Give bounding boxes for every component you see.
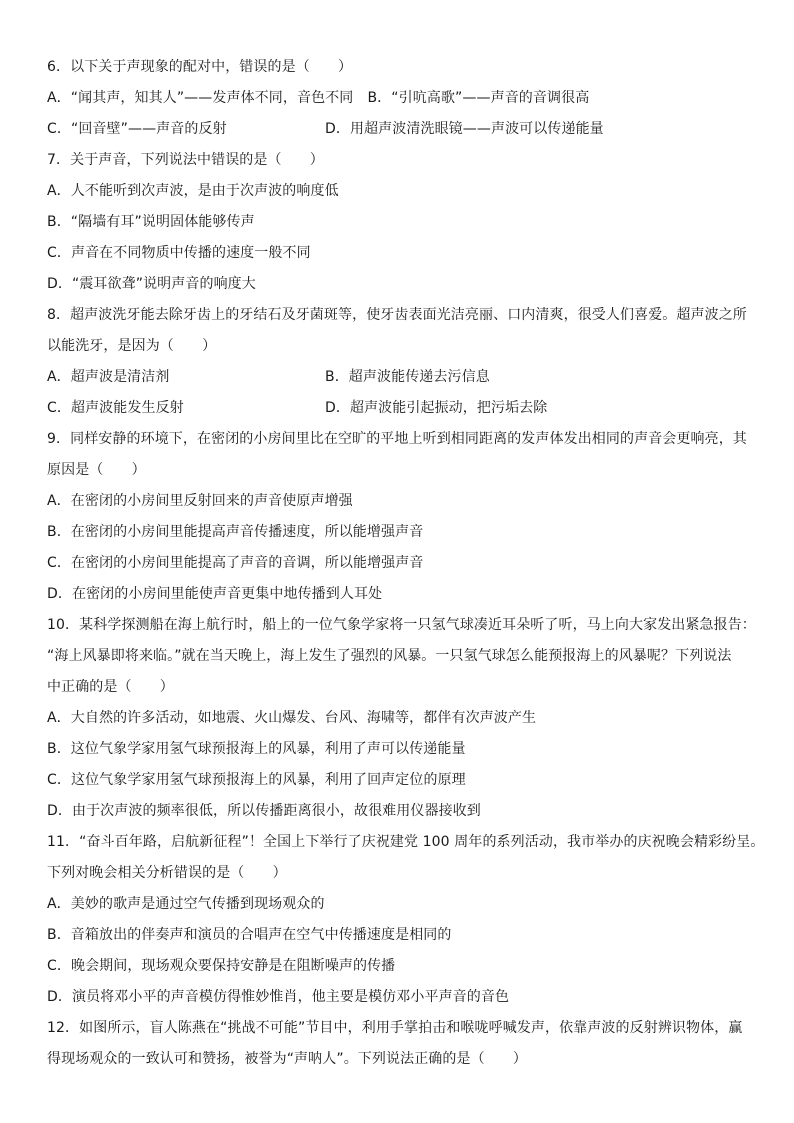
q11-stem-line2: 下列对晚会相关分析错误的是（ ） [47,865,287,881]
q8-stem-line2: 以能洗牙，是因为（ ） [47,338,217,354]
q9-option-c: C．在密闭的小房间里能提高了声音的音调，所以能增强声音 [47,555,424,571]
q10-stem-line1: 10．某科学探测船在海上航行时，船上的一位气象学家将一只氢气球凑近耳朵听了听，马上向大家发出紧急报告： [47,617,756,633]
q6-stem: 6．以下关于声现象的配对中，错误的是（ ） [47,59,353,75]
q7-option-a: A．人不能听到次声波，是由于次声波的响度低 [47,183,339,199]
q8-option-d: D．超声波能引起振动，把污垢去除 [325,400,548,416]
q6-option-c: C．“回音壁”——声音的反射 [47,121,227,137]
q8-option-b: B．超声波能传递去污信息 [325,369,490,385]
q12-stem-line2: 得现场观众的一致认可和赞扬，被誉为“声呐人”。下列说法正确的是（ ） [47,1051,528,1067]
q8-option-c: C．超声波能发生反射 [47,400,184,416]
q11-option-b: B．音箱放出的伴奏声和演员的合唱声在空气中传播速度是相同的 [47,927,452,943]
q10-option-a: A．大自然的许多活动，如地震、火山爆发、台风、海啸等，都伴有次声波产生 [47,710,537,726]
document-page [47,52,769,1075]
q6-option-row-cd [47,114,769,145]
q10-stem-line3: 中正确的是（ ） [47,679,174,695]
q7-option-d: D．“震耳欲聋”说明声音的响度大 [47,276,256,292]
q8-option-row-cd [47,393,769,424]
q9-stem-line1: 9．同样安静的环境下，在密闭的小房间里比在空旷的平地上听到相同距离的发声体发出相同的声音会更响亮，其 [47,431,747,447]
q11-option-c: C．晚会期间，现场观众要保持安静是在阻断噪声的传播 [47,958,396,974]
q9-option-b: B．在密闭的小房间里能提高声音传播速度，所以能增强声音 [47,524,424,540]
q8-stem-line1: 8．超声波洗牙能去除牙齿上的牙结石及牙菌斑等，使牙齿表面光洁亮丽、口内清爽，很受人们喜爱。超声波之所 [47,307,747,323]
q7-option-c: C．声音在不同物质中传播的速度一般不同 [47,245,311,261]
q9-option-d: D．在密闭的小房间里能使声音更集中地传播到人耳处 [47,586,383,602]
q11-option-d: D．演员将邓小平的声音模仿得惟妙惟肖，他主要是模仿邓小平声音的音色 [47,989,510,1005]
q9-stem-line2: 原因是（ ） [47,462,146,478]
q10-option-c: C．这位气象学家用氢气球预报海上的风暴，利用了回声定位的原理 [47,772,466,788]
q8-option-row-ab [47,362,769,393]
q7-stem: 7．关于声音，下列说法中错误的是（ ） [47,152,324,168]
q10-option-d: D．由于次声波的频率很低，所以传播距离很小，故很难用仪器接收到 [47,803,481,819]
q12-stem-line1: 12．如图所示，盲人陈燕在“挑战不可能”节目中，利用手掌拍击和喉咙呼喊发声，依靠声波的反射辨识物体，赢 [47,1020,743,1036]
q8-option-a: A．超声波是清洁剂 [47,369,170,385]
q6-option-d: D．用超声波清洗眼镜——声波可以传递能量 [325,121,604,137]
q10-stem-line2: “海上风暴即将来临。”就在当天晚上，海上发生了强烈的风暴。一只氢气球怎么能预报海上的风暴呢？下列说法 [47,648,732,664]
q9-option-a: A．在密闭的小房间里反射回来的声音使原声增强 [47,493,353,509]
q11-option-a: A．美妙的歌声是通过空气传播到现场观众的 [47,896,325,912]
q11-stem-line1: 11．“奋斗百年路，启航新征程”！全国上下举行了庆祝建党 100 周年的系列活动，我市举办的庆祝晚会精彩纷呈。 [47,834,765,850]
q6-option-a-b: A．“闻其声，知其人”——发声体不同，音色不同 B．“引吭高歌”——声音的音调很高 [47,90,590,106]
q7-option-b: B．“隔墙有耳”说明固体能够传声 [47,214,255,230]
q10-option-b: B．这位气象学家用氢气球预报海上的风暴，利用了声可以传递能量 [47,741,466,757]
